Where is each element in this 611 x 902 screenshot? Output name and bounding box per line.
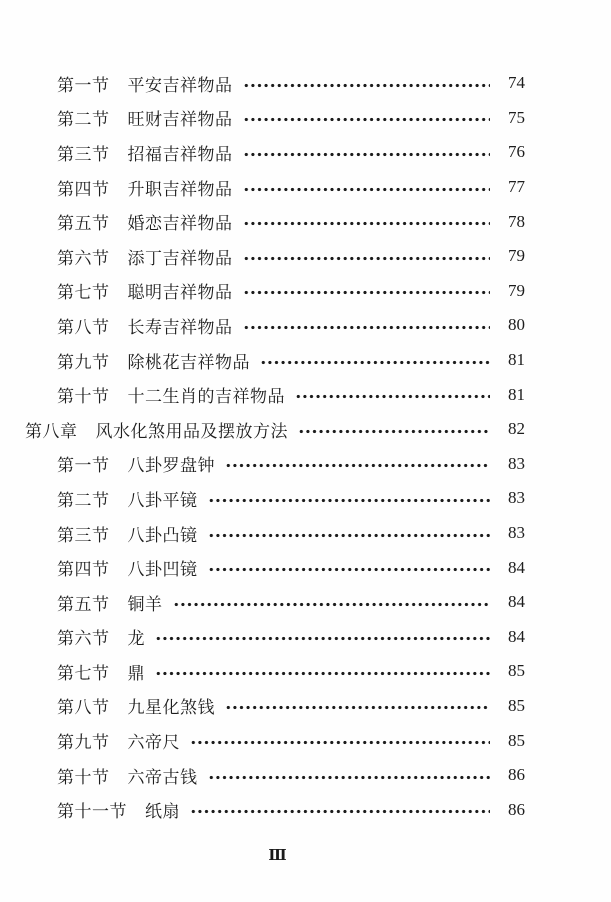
dot-leader xyxy=(243,256,491,261)
toc-entry-page: 86 xyxy=(508,765,525,785)
toc-entry-title: 八卦平镜 xyxy=(127,490,198,510)
dot-leader xyxy=(173,602,491,607)
toc-entry-page: 74 xyxy=(508,73,525,93)
toc-entry-page: 84 xyxy=(508,626,525,646)
toc-entry-page: 84 xyxy=(508,592,525,612)
dot-leader xyxy=(208,775,491,780)
toc-entry xyxy=(0,343,611,378)
toc-entry-page: 76 xyxy=(508,142,525,162)
toc-entry xyxy=(0,550,611,585)
dot-leader xyxy=(243,83,491,88)
dot-leader xyxy=(208,533,491,538)
toc-entry-title: 八卦凹镜 xyxy=(127,560,198,580)
toc-entry-page: 83 xyxy=(508,453,525,473)
toc-entry-page: 85 xyxy=(508,730,525,750)
toc-entry xyxy=(0,204,611,239)
dot-leader xyxy=(243,325,491,330)
dot-leader xyxy=(190,740,490,745)
toc-entry-page: 80 xyxy=(508,315,525,335)
dot-leader xyxy=(243,221,491,226)
toc-entry-page: 81 xyxy=(508,350,525,370)
dot-leader xyxy=(225,463,490,468)
toc-entry-label: 第二节 xyxy=(57,490,110,510)
toc-entry-page: 83 xyxy=(508,523,525,543)
toc-entry-title: 除桃花吉祥物品 xyxy=(127,352,250,372)
toc-entry-title: 纸扇 xyxy=(145,802,180,822)
toc-entry-label: 第七节 xyxy=(57,283,110,303)
toc-entry-label: 第二节 xyxy=(57,110,110,130)
toc-entry-label: 第四节 xyxy=(57,179,110,199)
toc-entry xyxy=(0,792,611,827)
dot-leader xyxy=(243,187,491,192)
toc-entry-page: 85 xyxy=(508,661,525,681)
toc-entry-label: 第七节 xyxy=(57,663,110,683)
toc-entry-title: 升职吉祥物品 xyxy=(127,179,233,199)
toc-entry-page: 75 xyxy=(508,107,525,127)
toc-entry-page: 77 xyxy=(508,177,525,197)
toc-entry-label: 第三节 xyxy=(57,144,110,164)
dot-leader xyxy=(260,360,490,365)
toc-entry-label: 第十节 xyxy=(57,387,110,407)
dot-leader xyxy=(208,498,491,503)
toc-entry-title: 铜羊 xyxy=(127,594,163,614)
toc-entry xyxy=(0,239,611,274)
toc-entry-title: 旺财吉祥物品 xyxy=(127,110,233,130)
toc-entry-title: 九星化煞钱 xyxy=(127,698,215,718)
toc-entry-title: 风水化煞用品及摆放方法 xyxy=(95,421,288,441)
toc-entry-page: 78 xyxy=(508,211,525,231)
toc-entry-label: 第八章 xyxy=(25,421,78,441)
toc-entry xyxy=(0,654,611,689)
toc-entry-page: 82 xyxy=(508,419,525,439)
toc-entry-label: 第三节 xyxy=(57,525,110,545)
toc-entry-title: 招福吉祥物品 xyxy=(127,144,233,164)
toc-entry-label: 第六节 xyxy=(57,248,110,268)
dot-leader xyxy=(298,429,490,434)
toc-entry-title: 平安吉祥物品 xyxy=(127,75,233,95)
toc-entry xyxy=(0,516,611,551)
toc-entry-page: 86 xyxy=(508,799,525,819)
dot-leader xyxy=(225,705,490,710)
toc-entry-label: 第十一节 xyxy=(57,802,127,822)
toc-entry xyxy=(0,170,611,205)
toc-entry-title: 鼎 xyxy=(127,663,145,683)
toc-entry-label: 第五节 xyxy=(57,214,110,234)
toc-entry-label: 第四节 xyxy=(57,560,110,580)
toc-entry-title: 十二生肖的吉祥物品 xyxy=(127,387,285,407)
toc-entry-page: 81 xyxy=(508,384,525,404)
toc-entry-label: 第六节 xyxy=(57,629,110,649)
toc-entry-title: 添丁吉祥物品 xyxy=(127,248,233,268)
toc-entry xyxy=(0,66,611,101)
toc-entry-title: 八卦凸镜 xyxy=(127,525,198,545)
toc-entry-page: 79 xyxy=(508,280,525,300)
toc-entry xyxy=(0,274,611,309)
toc-entry xyxy=(0,101,611,136)
toc-entry-label: 第一节 xyxy=(57,75,110,95)
toc-entry xyxy=(0,481,611,516)
dot-leader xyxy=(155,671,490,676)
toc-entry xyxy=(0,620,611,655)
toc-entry xyxy=(0,585,611,620)
toc-entry-label: 第八节 xyxy=(57,317,110,337)
toc-entry xyxy=(0,758,611,793)
toc-entry-title: 婚恋吉祥物品 xyxy=(127,214,233,234)
toc-entry-page: 79 xyxy=(508,246,525,266)
dot-leader xyxy=(243,117,491,122)
toc-entry-page: 84 xyxy=(508,557,525,577)
dot-leader xyxy=(190,809,490,814)
toc-entry-label: 第十节 xyxy=(57,767,110,787)
dot-leader xyxy=(243,290,491,295)
toc-entry-page: 85 xyxy=(508,695,525,715)
dot-leader xyxy=(155,636,490,641)
toc-entry xyxy=(0,689,611,724)
toc-entry xyxy=(0,308,611,343)
page-number-footer: Ⅲ xyxy=(268,848,287,865)
toc-entry xyxy=(0,447,611,482)
dot-leader xyxy=(243,152,491,157)
toc-entry xyxy=(0,412,611,447)
toc-entry-page: 83 xyxy=(508,488,525,508)
dot-leader xyxy=(295,394,490,399)
toc-entry-label: 第九节 xyxy=(57,733,110,753)
toc-entry-label: 第五节 xyxy=(57,594,110,614)
toc-entry-title: 八卦罗盘钟 xyxy=(127,456,215,476)
toc-entry xyxy=(0,377,611,412)
toc-entry-title: 六帝尺 xyxy=(127,733,180,753)
toc-entry-title: 长寿吉祥物品 xyxy=(127,317,233,337)
toc-entry-label: 第一节 xyxy=(57,456,110,476)
toc-entry-label: 第八节 xyxy=(57,698,110,718)
dot-leader xyxy=(208,567,491,572)
toc-entry-title: 六帝古钱 xyxy=(127,767,198,787)
toc-entry-title: 聪明吉祥物品 xyxy=(127,283,233,303)
toc-entry xyxy=(0,723,611,758)
toc-entry-title: 龙 xyxy=(127,629,145,649)
toc-entry-label: 第九节 xyxy=(57,352,110,372)
table-of-contents xyxy=(0,66,611,827)
toc-entry xyxy=(0,135,611,170)
